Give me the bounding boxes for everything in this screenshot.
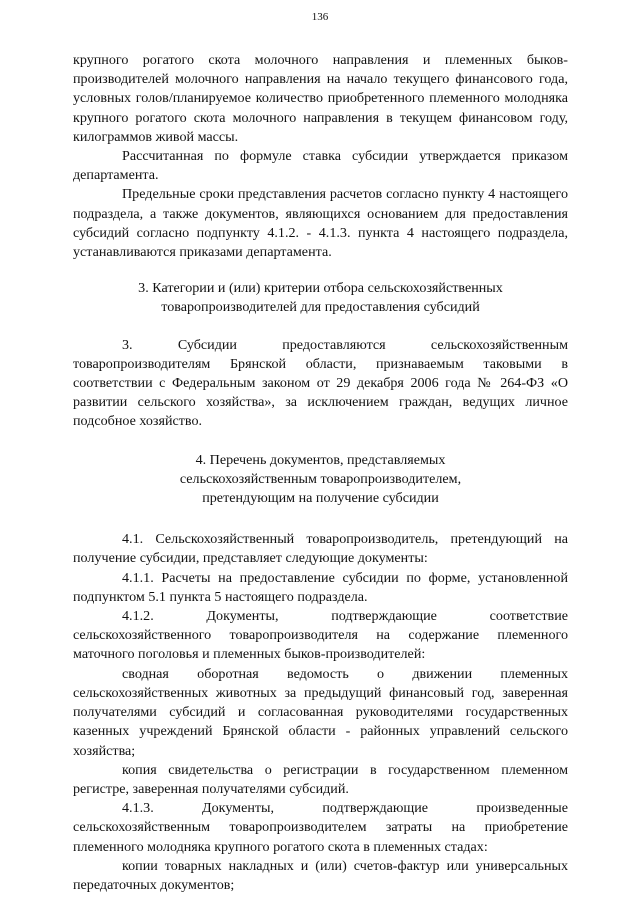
paragraph-4-1-1: 4.1.1. Расчеты на предоставление субсидии по форме, установленной подпунктом 5.1 пункта 5 настоящего подраздела. [73, 569, 568, 605]
paragraph-4-1-2-first-line: 4.1.2. Документы, подтверждающие соответствие [122, 608, 568, 625]
section-4-heading [73, 451, 568, 509]
paragraph-recipients-first-line: 3. Субсидии предоставляются сельскохозяйственным [122, 336, 568, 353]
paragraph-summary-statement [73, 665, 568, 761]
page-number: 136 [311, 11, 329, 23]
paragraph-4-1-3-rest: сельскохозяйственным товаропроизводителем затраты на приобретение племенного молодняка крупного рогатого скота в племенных стадах: [73, 819, 568, 855]
document-body [73, 51, 568, 895]
paragraph-4-1: 4.1. Сельскохозяйственный товаропроизводитель, претендующий на получение субсидии, представляет следующие документы: [73, 531, 568, 567]
paragraph-rate-approval: Рассчитанная по формуле ставка субсидии утверждается приказом департамента. [73, 148, 568, 184]
paragraph-summary-statement-rest: сельскохозяйственных животных за предыдущий финансовый год, заверенная получателями субсидий и согласованная руководителями государственных казенных учреждений Брянской области - районных управлений сельского хозяйства; [73, 684, 568, 759]
section-3-heading-line-1: 3. Категории и (или) критерии отбора сельскохозяйственных [138, 280, 503, 297]
paragraph-recipients [73, 336, 568, 432]
paragraph-4-1-2-rest: сельскохозяйственного товаропроизводителя на содержание племенного маточного поголовья и племенных быков-производителей: [73, 627, 568, 663]
section-3-heading-line-2: товаропроизводителей для предоставления субсидий [161, 299, 480, 316]
section-3-heading [73, 279, 568, 317]
paragraph-4-1-2 [73, 607, 568, 665]
paragraph-formula-continuation: крупного рогатого скота молочного направления и племенных быков-производителей молочного направления на начало текущего финансового года, условных голов/планируемое количество приобретенного племенного молодняка крупного рогатого скота молочного направления в текущем финансовом году, килограммов живой массы. [73, 52, 568, 145]
paragraph-recipients-rest: товаропроизводителям Брянской области, признаваемым таковыми в соответствии с Федеральным законом от 29 декабря 2006 года № 264-ФЗ «О развитии сельского хозяйства», за исключением граждан, ведущих личное подсобное хозяйство. [73, 355, 568, 430]
section-4-heading-line-2: сельскохозяйственным товаропроизводителем, [179, 470, 462, 487]
paragraph-4-1-3-first-line: 4.1.3. Документы, подтверждающие произведенные [122, 800, 568, 817]
section-4-heading-line-1: 4. Перечень документов, представляемых [195, 451, 446, 468]
paragraph-deadlines: Предельные сроки представления расчетов согласно пункту 4 настоящего подраздела, а также документов, являющихся основанием для предоставления субсидий согласно подпункту 4.1.2. - 4.1.3. пункта 4 настоящего подраздела, устанавливаются приказами департамента. [73, 186, 568, 261]
paragraph-invoice-copies: копии товарных накладных и (или) счетов-фактур или универсальных передаточных документов; [73, 857, 568, 893]
section-4-heading-line-3: претендующим на получение субсидии [202, 490, 439, 507]
paragraph-4-1-3 [73, 799, 568, 857]
paragraph-summary-statement-first-line: сводная оборотная ведомость о движении племенных [122, 665, 568, 682]
paragraph-registry-certificate: копия свидетельства о регистрации в государственном племенном регистре, заверенная получателями субсидий. [73, 761, 568, 797]
